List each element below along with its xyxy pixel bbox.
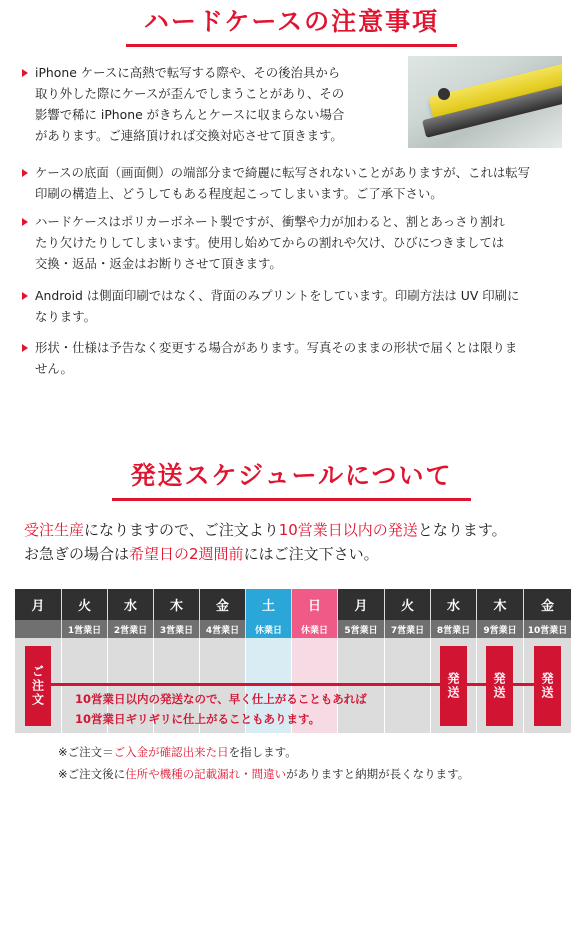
- intro-text: お急ぎの場合は: [24, 545, 130, 563]
- schedule-note: 10営業日以内の発送なので、早く仕上がることもあれば 10営業日ギリギリに仕上がることもあります。: [75, 692, 367, 726]
- day-header: 木: [154, 589, 199, 620]
- schedule-timeline-line: [51, 683, 549, 686]
- footnote-2: [58, 766, 469, 782]
- day-header: 金: [200, 589, 245, 620]
- footnote-text: ※ご注文＝: [58, 745, 114, 759]
- business-day-label: 7営業日: [385, 620, 430, 638]
- section-title-text: ハードケースの注意事項: [126, 2, 457, 47]
- intro-text: になりますので、ご注文より: [84, 521, 279, 539]
- business-day-label: 9営業日: [477, 620, 523, 638]
- footnote-text: ※ご注文後に: [58, 767, 126, 781]
- footnote-text: がありますと納期が長くなります。: [286, 767, 470, 781]
- notice-item: [22, 211, 567, 274]
- intro-highlight: 受注生産: [24, 521, 85, 539]
- order-marker: ご注文: [25, 646, 51, 726]
- intro-highlight: 希望日の2週間前: [129, 545, 244, 563]
- notice-item: [22, 337, 567, 379]
- notice-text: 形状・仕様は予告なく変更する場合があります。写真そのままの形状で届くとは限りま せん。: [35, 340, 518, 376]
- ship-marker: 発送: [440, 646, 467, 726]
- business-day-label: 8営業日: [431, 620, 476, 638]
- business-day-label: 1営業日: [62, 620, 107, 638]
- business-day-label: 10営業日: [524, 620, 571, 638]
- shipping-schedule-table: [15, 589, 571, 733]
- section-title-hardcase: [0, 2, 583, 47]
- day-header: 月: [338, 589, 384, 620]
- business-day-label: 5営業日: [338, 620, 384, 638]
- day-header: 月: [15, 589, 61, 620]
- notice-text: iPhone ケースに高熱で転写する際や、その後治具から 取り外した際にケースが歪んでしまうことがあり、その 影響で稀に iPhone がきちんとケースに収まらない場合 があります。ご連絡頂ければ交換対応させて頂きます。: [35, 65, 345, 143]
- intro-line-1: [24, 518, 507, 542]
- notice-text: ケースの底面（画面側）の端部分まで綺麗に転写されないことがありますが、これは転写 印刷の構造上、どうしてもある程度起こってしまいます。ご了承下さい。: [35, 165, 531, 201]
- footnote-highlight: ご入金が確認出来た日: [113, 745, 229, 759]
- intro-text: となります。: [417, 521, 507, 539]
- day-header: 火: [385, 589, 430, 620]
- ship-marker: 発送: [534, 646, 561, 726]
- day-header: 木: [477, 589, 523, 620]
- business-day-label: 4営業日: [200, 620, 245, 638]
- footnote-highlight: 住所や機種の記載漏れ・間違い: [125, 767, 287, 781]
- footnote-1: [58, 744, 297, 760]
- intro-line-2: [24, 542, 379, 566]
- notice-item: [22, 162, 567, 204]
- ship-marker: 発送: [486, 646, 513, 726]
- notice-text: Android は側面印刷ではなく、背面のみプリントをしています。印刷方法は UV 印刷に なります。: [35, 288, 520, 324]
- section-title-schedule: [0, 456, 583, 501]
- day-header: 水: [108, 589, 153, 620]
- section-title-text: 発送スケジュールについて: [112, 456, 470, 501]
- product-photo: [408, 56, 562, 148]
- day-header: 水: [431, 589, 476, 620]
- holiday-label: 休業日: [292, 620, 337, 638]
- holiday-label: 休業日: [246, 620, 291, 638]
- notice-item: [22, 285, 567, 327]
- notice-text: ハードケースはポリカーボネート製ですが、衝撃や力が加わると、割とあっさり割れ たり欠けたりしてしまいます。使用し始めてからの割れや欠け、ひびにつきましては 交換・返品・返金はお断りさせて頂きます。: [35, 214, 505, 271]
- notice-item: [22, 62, 392, 146]
- day-header-sunday: 日: [292, 589, 337, 620]
- intro-text: にはご注文下さい。: [243, 545, 379, 563]
- business-day-label: [15, 620, 61, 638]
- day-header: 火: [62, 589, 107, 620]
- business-day-label: 2営業日: [108, 620, 153, 638]
- intro-highlight: 10営業日以内の発送: [278, 521, 418, 539]
- day-header-saturday: 土: [246, 589, 291, 620]
- day-header: 金: [524, 589, 571, 620]
- footnote-text: を指します。: [228, 745, 297, 759]
- business-day-label: 3営業日: [154, 620, 199, 638]
